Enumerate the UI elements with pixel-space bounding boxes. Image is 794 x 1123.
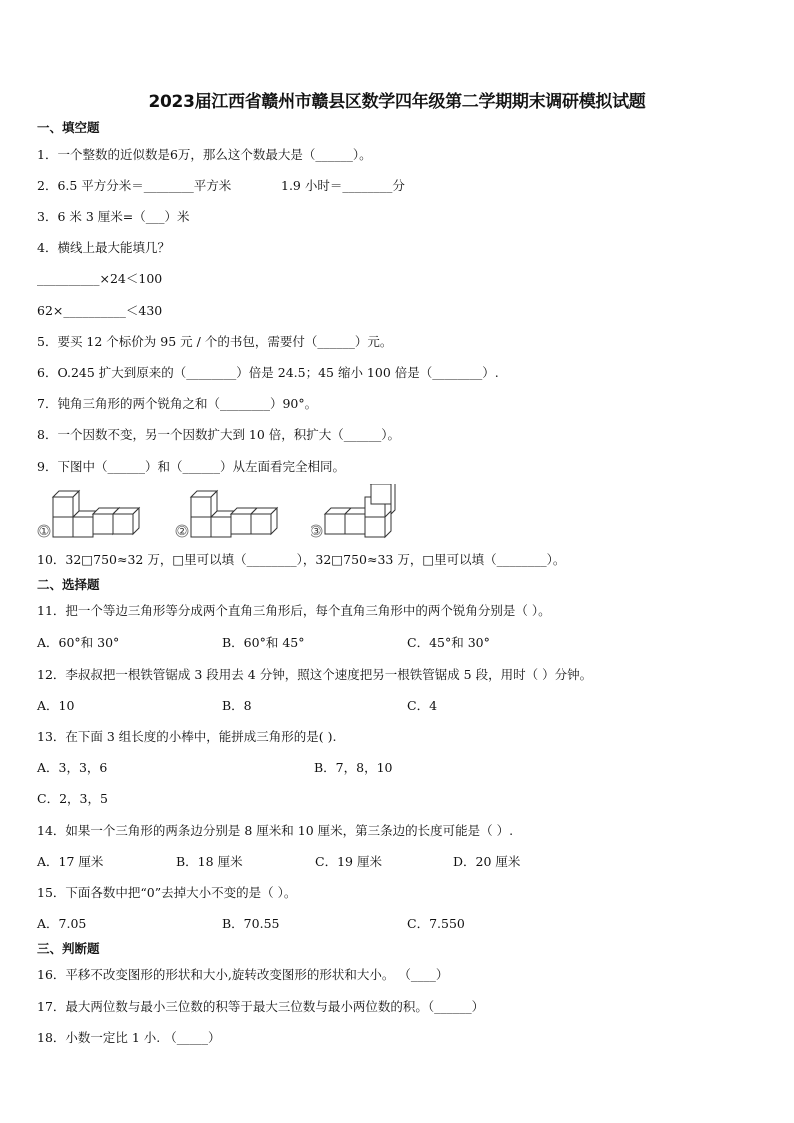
question-9: 9．下图中（______）和（______）从左面看完全相同。 (37, 459, 345, 474)
q15-option-c: C．7.550 (407, 916, 465, 931)
question-13: 13．在下面 3 组长度的小棒中，能拼成三角形的是( ). (37, 729, 337, 744)
q14-option-c: C．19 厘米 (315, 854, 382, 869)
question-15: 15．下面各数中把“0”去掉大小不变的是（ ）。 (37, 885, 297, 900)
q12-option-b: B．8 (222, 698, 252, 713)
q11-option-a: A．60°和 30° (37, 635, 120, 650)
question-4-item-a: __________×24＜100 (37, 271, 163, 286)
question-9-figures (35, 484, 435, 544)
question-2a: 2．6.5 平方分米＝________平方米 (37, 178, 232, 193)
q14-option-a: A．17 厘米 (37, 854, 104, 869)
q14-option-d: D．20 厘米 (453, 854, 521, 869)
cube-figure-2 (173, 484, 283, 542)
question-2b: 1.9 小时＝________分 (281, 178, 405, 193)
question-12: 12．李叔叔把一根铁管锯成 3 段用去 4 分钟，照这个速度把另一根铁管锯成 5 段，用时（ ）分钟。 (37, 667, 593, 682)
section-multiple-choice: 二、选择题 (37, 577, 100, 592)
section-true-false: 三、判断题 (37, 941, 100, 956)
question-1: 1．一个整数的近似数是6万，那么这个数最大是（______）。 (37, 147, 372, 162)
question-8: 8．一个因数不变，另一个因数扩大到 10 倍，积扩大（______）。 (37, 427, 401, 442)
page-title: 2023届江西省赣州市赣县区数学四年级第二学期期末调研模拟试题 (148, 92, 646, 112)
q14-option-b: B．18 厘米 (176, 854, 243, 869)
question-16: 16．平移不改变图形的形状和大小,旋转改变图形的形状和大小。 （____） (37, 967, 449, 982)
q13-option-a: A．3，3，6 (37, 760, 108, 775)
q13-option-b: B．7，8，10 (314, 760, 393, 775)
question-7: 7．钝角三角形的两个锐角之和（________）90°。 (37, 396, 318, 411)
question-5: 5．要买 12 个标价为 95 元 / 个的书包，需要付（______）元。 (37, 334, 393, 349)
figure-3-label: ③ (311, 524, 322, 538)
figure-2-label: ② (176, 524, 188, 538)
figure-1-label: ① (38, 524, 50, 538)
question-6: 6．O.245 扩大到原来的（________）倍是 24.5；45 缩小 100 倍是（________）. (37, 365, 499, 380)
question-14: 14．如果一个三角形的两条边分别是 8 厘米和 10 厘米，第三条边的长度可能是（ ）. (37, 823, 514, 838)
cube-figure-3 (311, 484, 421, 542)
q11-option-c: C．45°和 30° (407, 635, 490, 650)
question-4-item-b: 62×__________＜430 (37, 303, 163, 318)
q15-option-a: A．7.05 (37, 916, 87, 931)
q12-option-a: A．10 (37, 698, 75, 713)
cube-figure-1 (35, 484, 145, 542)
question-17: 17．最大两位数与最小三位数的积等于最大三位数与最小两位数的积。（______） (37, 999, 485, 1014)
q12-option-c: C．4 (407, 698, 438, 713)
question-10: 10．32□750≈32 万，□里可以填（________），32□750≈33 万，□里可以填（________）。 (37, 552, 566, 567)
question-18: 18．小数一定比 1 小. （_____） (37, 1030, 221, 1045)
q13-option-c: C．2，3，5 (37, 791, 108, 806)
question-4: 4．横线上最大能填几？ (37, 240, 170, 255)
question-3: 3．6 米 3 厘米=（___）米 (37, 209, 190, 224)
q11-option-b: B．60°和 45° (222, 635, 305, 650)
q15-option-b: B．70.55 (222, 916, 280, 931)
question-11: 11．把一个等边三角形等分成两个直角三角形后，每个直角三角形中的两个锐角分别是（ ）。 (37, 603, 551, 618)
section-fill-blank: 一、填空题 (37, 120, 100, 135)
